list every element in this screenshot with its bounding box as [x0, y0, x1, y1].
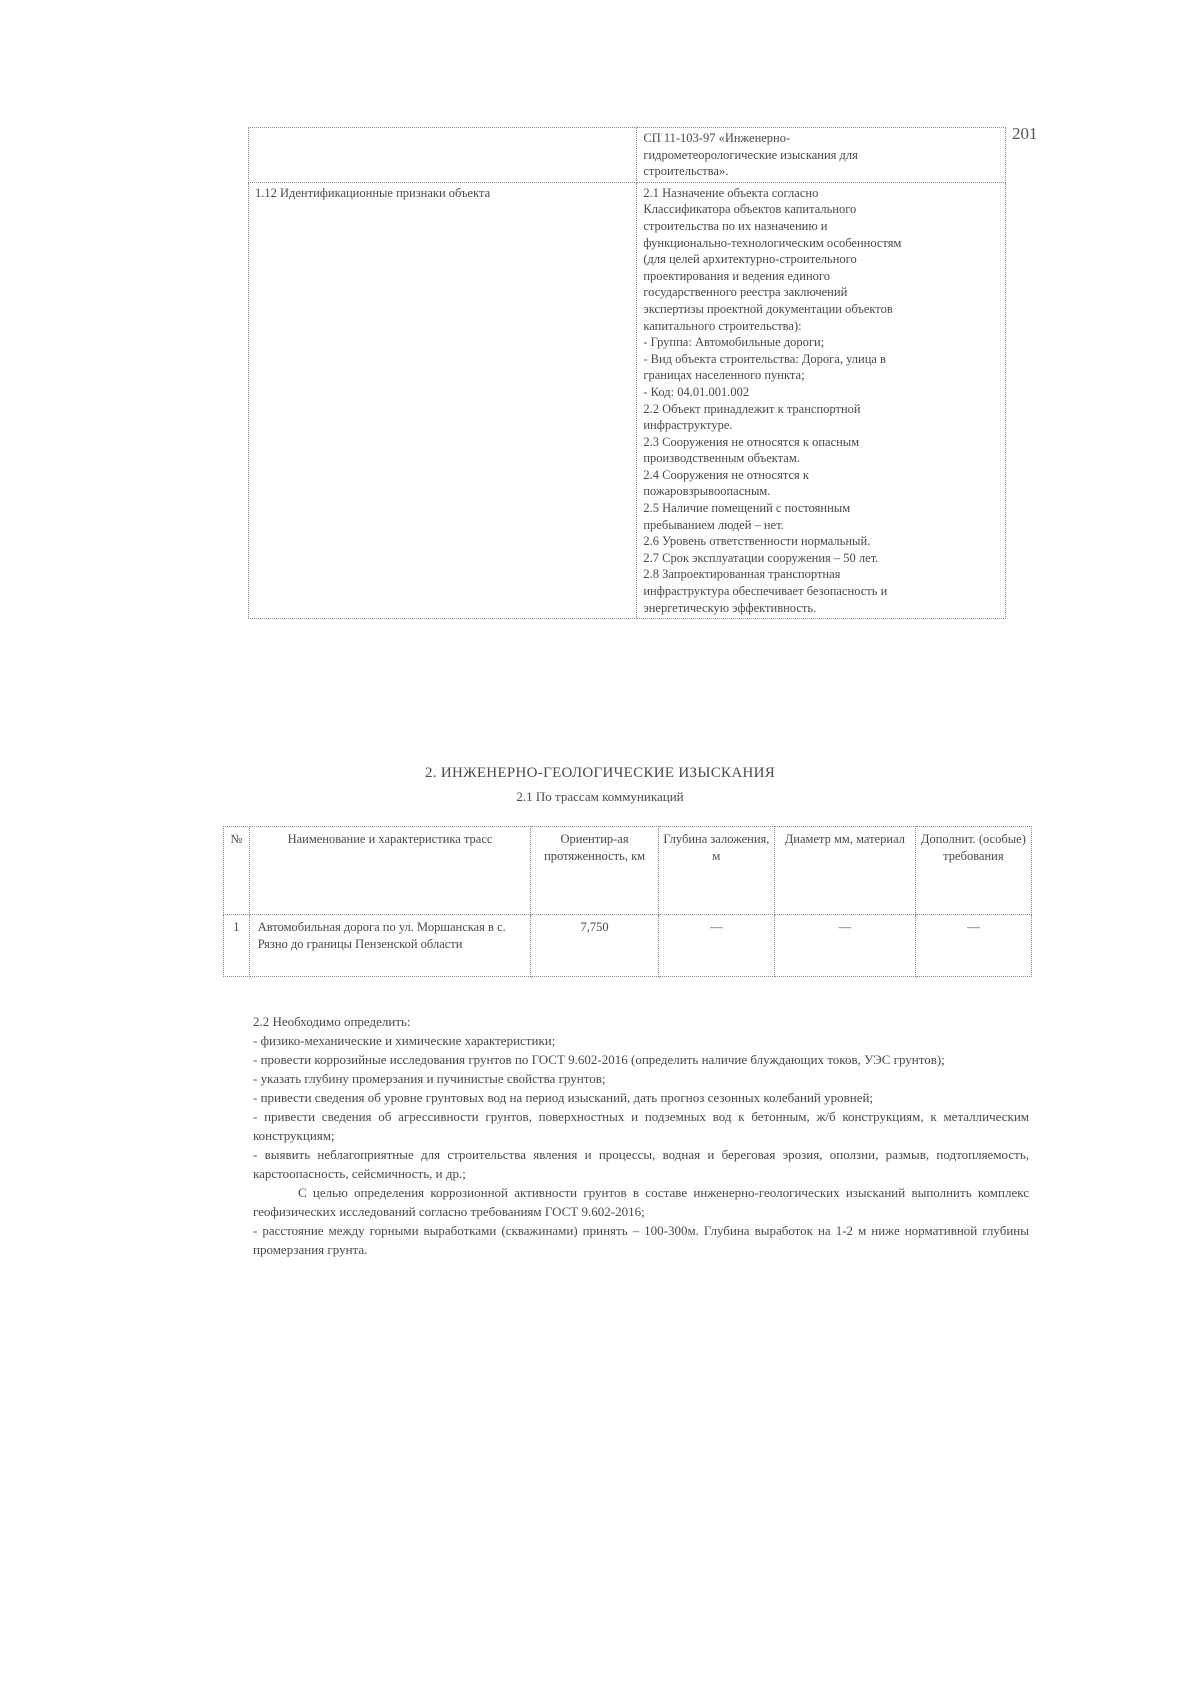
cell-text-line: 2.6 Уровень ответственности нормальный.	[643, 534, 871, 549]
table-header-row	[224, 827, 1032, 915]
table-cell-value	[637, 128, 1006, 183]
table-row	[224, 915, 1032, 977]
section-title: 2. ИНЖЕНЕРНО-ГЕОЛОГИЧЕСКИЕ ИЗЫСКАНИЯ	[424, 765, 776, 781]
cell-text-line: гидрометеорологические изыскания для	[643, 147, 858, 162]
cell-length: 7,750	[531, 915, 658, 977]
routes-table	[223, 826, 1032, 977]
object-info-table	[248, 127, 1006, 619]
cell-text-line: государственного реестра заключений	[643, 285, 848, 300]
header-diameter: Диаметр мм, материал	[774, 827, 915, 915]
cell-text-line: Классификатора объектов капитального	[643, 202, 857, 217]
header-depth: Глубина заложения, м	[658, 827, 774, 915]
cell-text-line: энергетическую эффективность.	[643, 600, 817, 615]
cell-text-line: инфраструктура обеспечивает безопасность и	[643, 584, 888, 599]
section-subtitle: 2.1 По трассам коммуникаций	[516, 789, 684, 804]
cell-text-line: - Вид объекта строительства: Дорога, улица в	[643, 351, 886, 366]
table-row	[249, 128, 1006, 183]
requirement-item: - привести сведения об агрессивности грунтов, поверхностных и подземных вод к бетонным, ж/б конструкциям, к металлическим конструкциям;	[253, 1109, 1029, 1143]
cell-text-line: строительства по их назначению и	[643, 218, 828, 233]
cell-text-line: пожаровзрывоопасным.	[643, 484, 771, 499]
cell-text-line: 2.4 Сооружения не относятся к	[643, 467, 809, 482]
cell-text-line: границах населенного пункта;	[643, 368, 805, 383]
cell-text-line: функционально-технологическим особенностям	[643, 235, 902, 250]
cell-text-line: СП 11-103-97 «Инженерно-	[643, 131, 791, 145]
requirement-item: - указать глубину промерзания и пучинистые свойства грунтов;	[253, 1071, 606, 1086]
requirements-paragraph: С целью определения коррозионной активности грунтов в составе инженерно-геологических изысканий выполнить комплекс геофизических исследований согласно требованиям ГОСТ 9.602-2016;	[253, 1185, 1029, 1219]
cell-text-line: экспертизы проектной документации объектов	[643, 301, 893, 316]
requirement-item: - физико-механические и химические характеристики;	[253, 1033, 556, 1048]
table-cell-label	[249, 128, 637, 183]
cell-text-line: - Группа: Автомобильные дороги;	[643, 335, 825, 350]
header-name: Наименование и характеристика трасс	[249, 827, 531, 915]
cell-diameter: —	[774, 915, 915, 977]
requirements-heading: 2.2 Необходимо определить:	[253, 1014, 411, 1029]
header-extra: Дополнит. (особые) требования	[915, 827, 1031, 915]
cell-text-line: проектирования и ведения единого	[643, 268, 830, 283]
requirement-item: - провести коррозийные исследования грунтов по ГОСТ 9.602-2016 (определить наличие блуждающих токов, УЭС грунтов);	[253, 1052, 945, 1067]
cell-text-line: капитального строительства):	[643, 318, 802, 333]
cell-text-line: производственным объектам.	[643, 451, 800, 466]
table-row	[249, 182, 1006, 618]
requirements-list	[253, 1031, 1029, 1183]
table-cell-value	[637, 182, 1006, 618]
requirement-item: - выявить неблагоприятные для строительства явления и процессы, водная и береговая эрозия, оползни, размыв, подтопляемость, карстоопасность, сейсмичность, и др.;	[253, 1147, 1029, 1181]
cell-depth: —	[658, 915, 774, 977]
header-length: Ориентир-ая протяженность, км	[531, 827, 658, 915]
page-number: 201	[1012, 124, 1038, 143]
header-number: №	[224, 827, 250, 915]
cell-text-line: 2.2 Объект принадлежит к транспортной	[643, 401, 861, 416]
requirement-item: - привести сведения об уровне грунтовых вод на период изысканий, дать прогноз сезонных колебаний уровней;	[253, 1090, 874, 1105]
cell-text-line: 2.3 Сооружения не относятся к опасным	[643, 434, 860, 449]
cell-extra: —	[915, 915, 1031, 977]
cell-number: 1	[224, 915, 250, 977]
cell-text-line: 2.1 Назначение объекта согласно	[643, 185, 819, 200]
cell-text-line: - Код: 04.01.001.002	[643, 384, 750, 399]
cell-text-line: (для целей архитектурно-строительного	[643, 252, 857, 267]
cell-text-line: 2.5 Наличие помещений с постоянным	[643, 501, 851, 516]
requirements-block	[253, 1012, 1029, 1259]
requirements-last-item: - расстояние между горными выработками (скважинами) принять – 100-300м. Глубина выработок на 1-2 м ниже нормативной глубины промерзания грунта.	[253, 1223, 1029, 1257]
cell-text-line: строительства».	[643, 164, 729, 179]
cell-text-line: пребыванием людей – нет.	[643, 517, 784, 532]
table-cell-label: 1.12 Идентификационные признаки объекта	[249, 182, 637, 618]
cell-name: Автомобильная дорога по ул. Моршанская в с. Рязно до границы Пензенской области	[249, 915, 531, 977]
cell-text-line: инфраструктуре.	[643, 418, 733, 433]
cell-text-line: 2.7 Срок эксплуатации сооружения – 50 лет.	[643, 550, 879, 565]
cell-text-line: 2.8 Запроектированная транспортная	[643, 567, 841, 582]
